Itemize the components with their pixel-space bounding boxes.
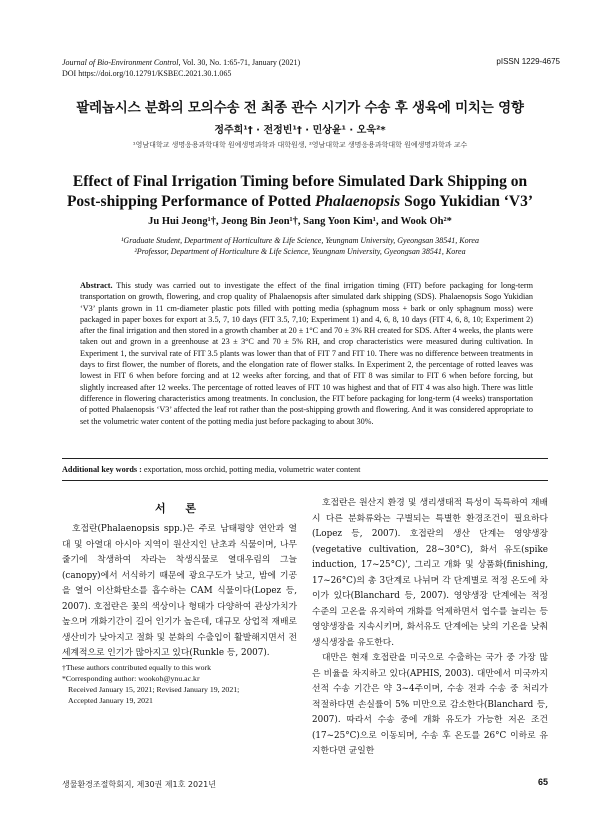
page-number: 65 bbox=[537, 777, 548, 787]
footnote-equal-contribution: †These authors contributed equally to this work bbox=[62, 663, 211, 672]
journal-header bbox=[62, 57, 300, 79]
korean-title: 팔레놉시스 분화의 모의수송 전 최종 관수 시기가 수송 후 생육에 미치는 영향 bbox=[76, 100, 524, 116]
doi-link[interactable]: DOI https://doi.org/10.12791/KSBEC.2021.30.1.065 bbox=[62, 69, 232, 78]
footnotes bbox=[62, 662, 302, 706]
divider-top bbox=[62, 458, 548, 459]
abstract bbox=[80, 280, 533, 427]
footnote-received: Received January 15, 2021; Revised January 19, 2021; bbox=[68, 685, 240, 694]
abstract-label: Abstract. bbox=[80, 281, 113, 290]
divider-bottom bbox=[62, 480, 548, 481]
english-title-line1: Effect of Final Irrigation Timing before Simulated Dark Shipping on bbox=[72, 173, 528, 190]
keywords bbox=[62, 465, 360, 474]
affiliation-2: ²Professor, Department of Horticulture & Life Science, Yeungnam University, Gyeongsan 38541, Korea bbox=[134, 247, 466, 256]
english-affiliations bbox=[0, 235, 600, 257]
issn: pISSN 1229-4675 bbox=[496, 57, 560, 66]
affiliation-1: ¹Graduate Student, Department of Horticulture & Life Science, Yeungnam University, Gyeongsan 38541, Korea bbox=[121, 236, 479, 245]
english-title bbox=[0, 172, 600, 212]
footnote-divider bbox=[62, 658, 192, 659]
keywords-label: Additional key words : bbox=[62, 465, 142, 474]
intro-paragraph-1: 호접란(Phalaenopsis spp.)은 주로 남태평양 연안과 열대 및 아열대 아시아 지역이 원산지인 난초과 식물이며, 나무 줄기에 착생하여 자라는 착생식물로 열대우림의 그늘(canopy)에서 서식하기 때문에 광요구도가 낮고, 밤에 기공을 열어 이산화탄소를 흡수하는 CAM 식물이다(Lopez 등, 2007). 호접란은 꽃의 색상이나 형태가 다양하여 관상가치가 높으며 개화기간이 길어 인기가 높은데, 대규모 상업적 재배로 생산비가 낮아지고 절화 및 분화의 수출입이 활발해지면서 전세계적으로 인기가 많아지고 있다(Runkle 등, 2007). bbox=[62, 524, 297, 658]
left-column bbox=[62, 522, 297, 662]
abstract-text: This study was carried out to investigate the effect of the final irrigation timing (FIT) before packaging for long-term transportation on growth, flowering, and crop quality of Phalaenopsis after simulated dark shipping (SDS). Phalaenopsis Sogo Yukidian ‘V3’ plants grown in 11 cm-diameter plastic pots filled with potting media (sphagnum moss + bark or only sphagnum moss) were packaged in paper boxes for export at 3.5, 7, 10 days (FIT 3.5, 7,10; Experiment 1) and 4, 6, 8, 10 days (FIT 4, 6, 8, 10; Experiment 2) after the final irrigation and then stored in a growth chamber at 20 ± 1°C and 70 ± 3% RH created for SDS. After 4 weeks, the plants were taken out and grown in a greenhouse at 23 ± 3°C and 70 ± 5% RH, and crop characteristics were measured during cultivation. In Experiment 1, the survival rate of FIT 3.5 plants was lower than that of FIT 7 and FIT 10. There was no difference between treatments in days to first flower, the number of florets, and the elongation rate of flower stalks. In Experiment 2, the percentage of rotted leaves was lowest in FIT 6 when before forcing and at 12 weeks after forcing, and that of FIT 8 was similar to FIT 6 when before forcing, but slightly increased after 12 weeks. The percentage of rotted leaves of FIT 10 was highest and that of FIT 4 was also high. There was little difference in flowering characteristics among treatments. In conclusion, the FIT before packaging for long-term (4 weeks) transportation of potted Phalaenopsis ‘V3’ affected the leaf rot rather than the post-shipping growth and flowering. And it was considered appropriate to set the volumetric water content of the potting media just before packaging to about 30%. bbox=[80, 281, 533, 426]
title-part-b: Sogo Yukidian ‘V3’ bbox=[400, 193, 534, 210]
keywords-text: exportation, moss orchid, potting media, volumetric water content bbox=[141, 465, 361, 474]
intro-paragraph-3: 대만은 현재 호접란을 미국으로 수출하는 국가 중 가장 많은 비율을 차지하고 있다(APHIS, 2003). 대만에서 미국까지 선적 수송 기간은 약 3~4주이며, 수송 전과 수송 중 처리가 적절하다면 손실률이 5% 미만으로 감소한다(Blanchard 등, 2007). 따라서 수송 중에 개화 유도가 가능한 저온 조건(17~25°C)으로 이동되며, 수송 후 온도를 26°C 이하로 유지한다면 균일한 bbox=[312, 653, 548, 756]
volume-info: , Vol. 30, No. 1:65-71, January (2021) bbox=[178, 58, 301, 67]
section-heading-introduction: 서 론 bbox=[154, 502, 205, 515]
page-footer-journal: 생물환경조절학회지, 제30권 제1호 2021년 bbox=[62, 780, 216, 789]
right-column bbox=[312, 496, 548, 760]
intro-paragraph-2: 호접란은 원산지 환경 및 생리생태적 특성이 독특하여 재배 시 다른 분화류와는 구별되는 특별한 환경조건이 필요하다(Lopez 등, 2007). 호접란의 생산 단계는 영양생장(vegetative cultivation, 28~30°C), 화서 유도(spike induction, 17~25°C)', 그리고 개화 및 상품화(finishing, 17~26°C)의 총 3단계로 나뉘며 각 단계별로 적정 온도에 차이가 있다(Blanchard 등, 2007). 영양생장 단계에는 적정 수준의 고온을 유지하여 개화를 억제하면서 엽수를 늘리는 등 영양생장을 지속시키며, 화서유도 단계에는 낮의 기온을 낮춰 생식생장을 유도한다. bbox=[312, 498, 548, 648]
english-authors: Ju Hui Jeong¹†, Jeong Bin Jeon¹†, Sang Yoon Kim¹, and Wook Oh²* bbox=[148, 216, 452, 227]
journal-name: Journal of Bio-Environment Control bbox=[62, 58, 179, 67]
english-title-line2 bbox=[0, 192, 600, 212]
footnote-corresponding-author: *Corresponding author: wookoh@ynu.ac.kr bbox=[62, 674, 200, 683]
korean-authors: 정주희¹† · 전정빈¹† · 민상윤¹ · 오욱²* bbox=[214, 125, 386, 136]
korean-affiliations: ¹영남대학교 생명응용과학대학 원예생명과학과 대학원생, ²영남대학교 생명응용과학대학 원예생명과학과 교수 bbox=[132, 141, 468, 149]
title-genus: Phalaenopsis bbox=[314, 193, 401, 210]
footnote-accepted: Accepted January 19, 2021 bbox=[68, 696, 153, 705]
title-part-a: Post-shipping Performance of Potted bbox=[66, 193, 315, 210]
